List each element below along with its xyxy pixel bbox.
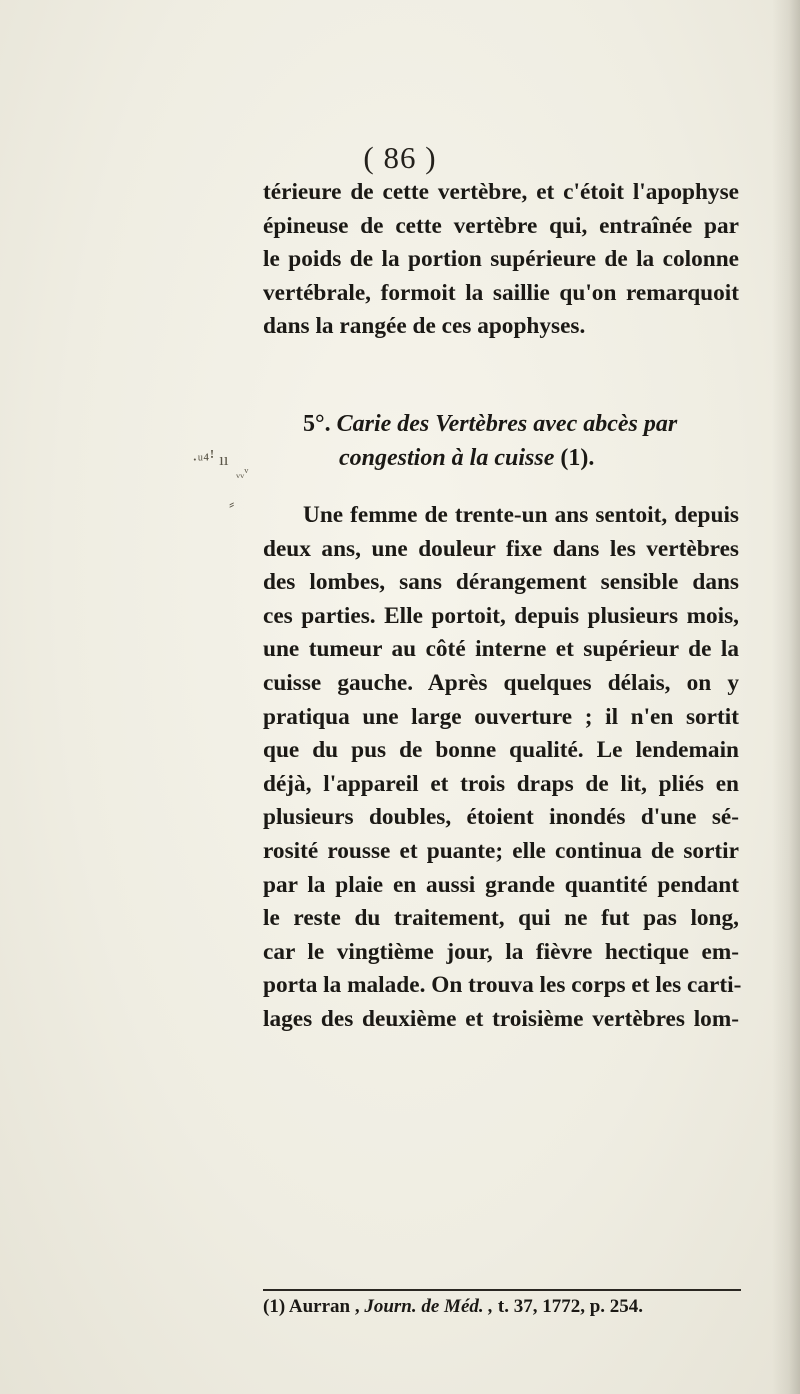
footnote-journal: Journ. de Méd. ,: [364, 1296, 494, 1317]
footnote-marker: (1): [263, 1296, 286, 1317]
text-line: des lombes, sans dérangement sensible dans: [263, 569, 739, 596]
text-line: pratiqua une large ouverture ; il n'en sortit: [263, 703, 739, 730]
section-heading: [263, 407, 743, 475]
continued-paragraph: [263, 176, 739, 344]
text-line: le reste du traitement, qui ne fut pas long,: [263, 905, 739, 932]
page-edge-shadow: [772, 0, 800, 1394]
text-line: vertébrale, formoit la saillie qu'on remarquoit: [263, 279, 739, 306]
text-line: déjà, l'appareil et trois draps de lit, pliés en: [263, 770, 739, 797]
section-title-part-1: Carie des Vertèbres avec abcès par: [336, 411, 678, 437]
text-line: le poids de la portion supérieure de la colonne: [263, 246, 739, 273]
text-line: porta la malade. On trouva les corps et les carti-: [263, 972, 742, 999]
section-heading-line-1: [263, 407, 743, 441]
text-line: par la plaie en aussi grande quantité pendant: [263, 871, 739, 898]
main-paragraph: [263, 499, 742, 1037]
margin-annotation: ·ᵘ⁴ꜝ ıı: [192, 450, 229, 469]
text-line: épineuse de cette vertèbre qui, entraînée par: [263, 212, 739, 239]
footnote-author: Aurran ,: [288, 1296, 360, 1317]
text-line: lages des deuxième et troisième vertèbres lom-: [263, 1005, 739, 1032]
text-line: cuisse gauche. Après quelques délais, on y: [263, 669, 739, 696]
text-line: deux ans, une douleur fixe dans les vertèbres: [263, 535, 739, 562]
section-number: 5°.: [303, 411, 331, 437]
section-heading-line-2: [263, 441, 743, 475]
text-line: térieure de cette vertèbre, et c'étoit l'apophyse: [263, 179, 739, 205]
text-line: car le vingtième jour, la fièvre hectique em-: [263, 938, 739, 965]
text-line: plusieurs doubles, étoient inondés d'une sé-: [263, 804, 739, 831]
footnote-details: t. 37, 1772, p. 254.: [497, 1296, 644, 1317]
text-line: ces parties. Elle portoit, depuis plusieurs mois,: [263, 602, 739, 629]
text-line: que du pus de bonne qualité. Le lendemain: [263, 737, 739, 764]
footnote-reference: (1).: [560, 445, 595, 471]
section-title-part-2: congestion à la cuisse: [339, 445, 555, 471]
text-line: une tumeur au côté interne et supérieur de la: [263, 636, 739, 663]
footnote-divider: [263, 1289, 741, 1291]
margin-annotation: ᵥᵥᵛ: [236, 466, 249, 481]
text-line: Une femme de trente-un ans sentoit, depuis: [303, 502, 739, 528]
margin-annotation: ⸗: [229, 496, 235, 513]
page-number: ( 86 ): [363, 140, 437, 175]
footnote: [263, 1292, 743, 1322]
text-line: rosité rousse et puante; elle continua de sortir: [263, 837, 739, 864]
text-line: dans la rangée de ces apophyses.: [263, 313, 586, 340]
